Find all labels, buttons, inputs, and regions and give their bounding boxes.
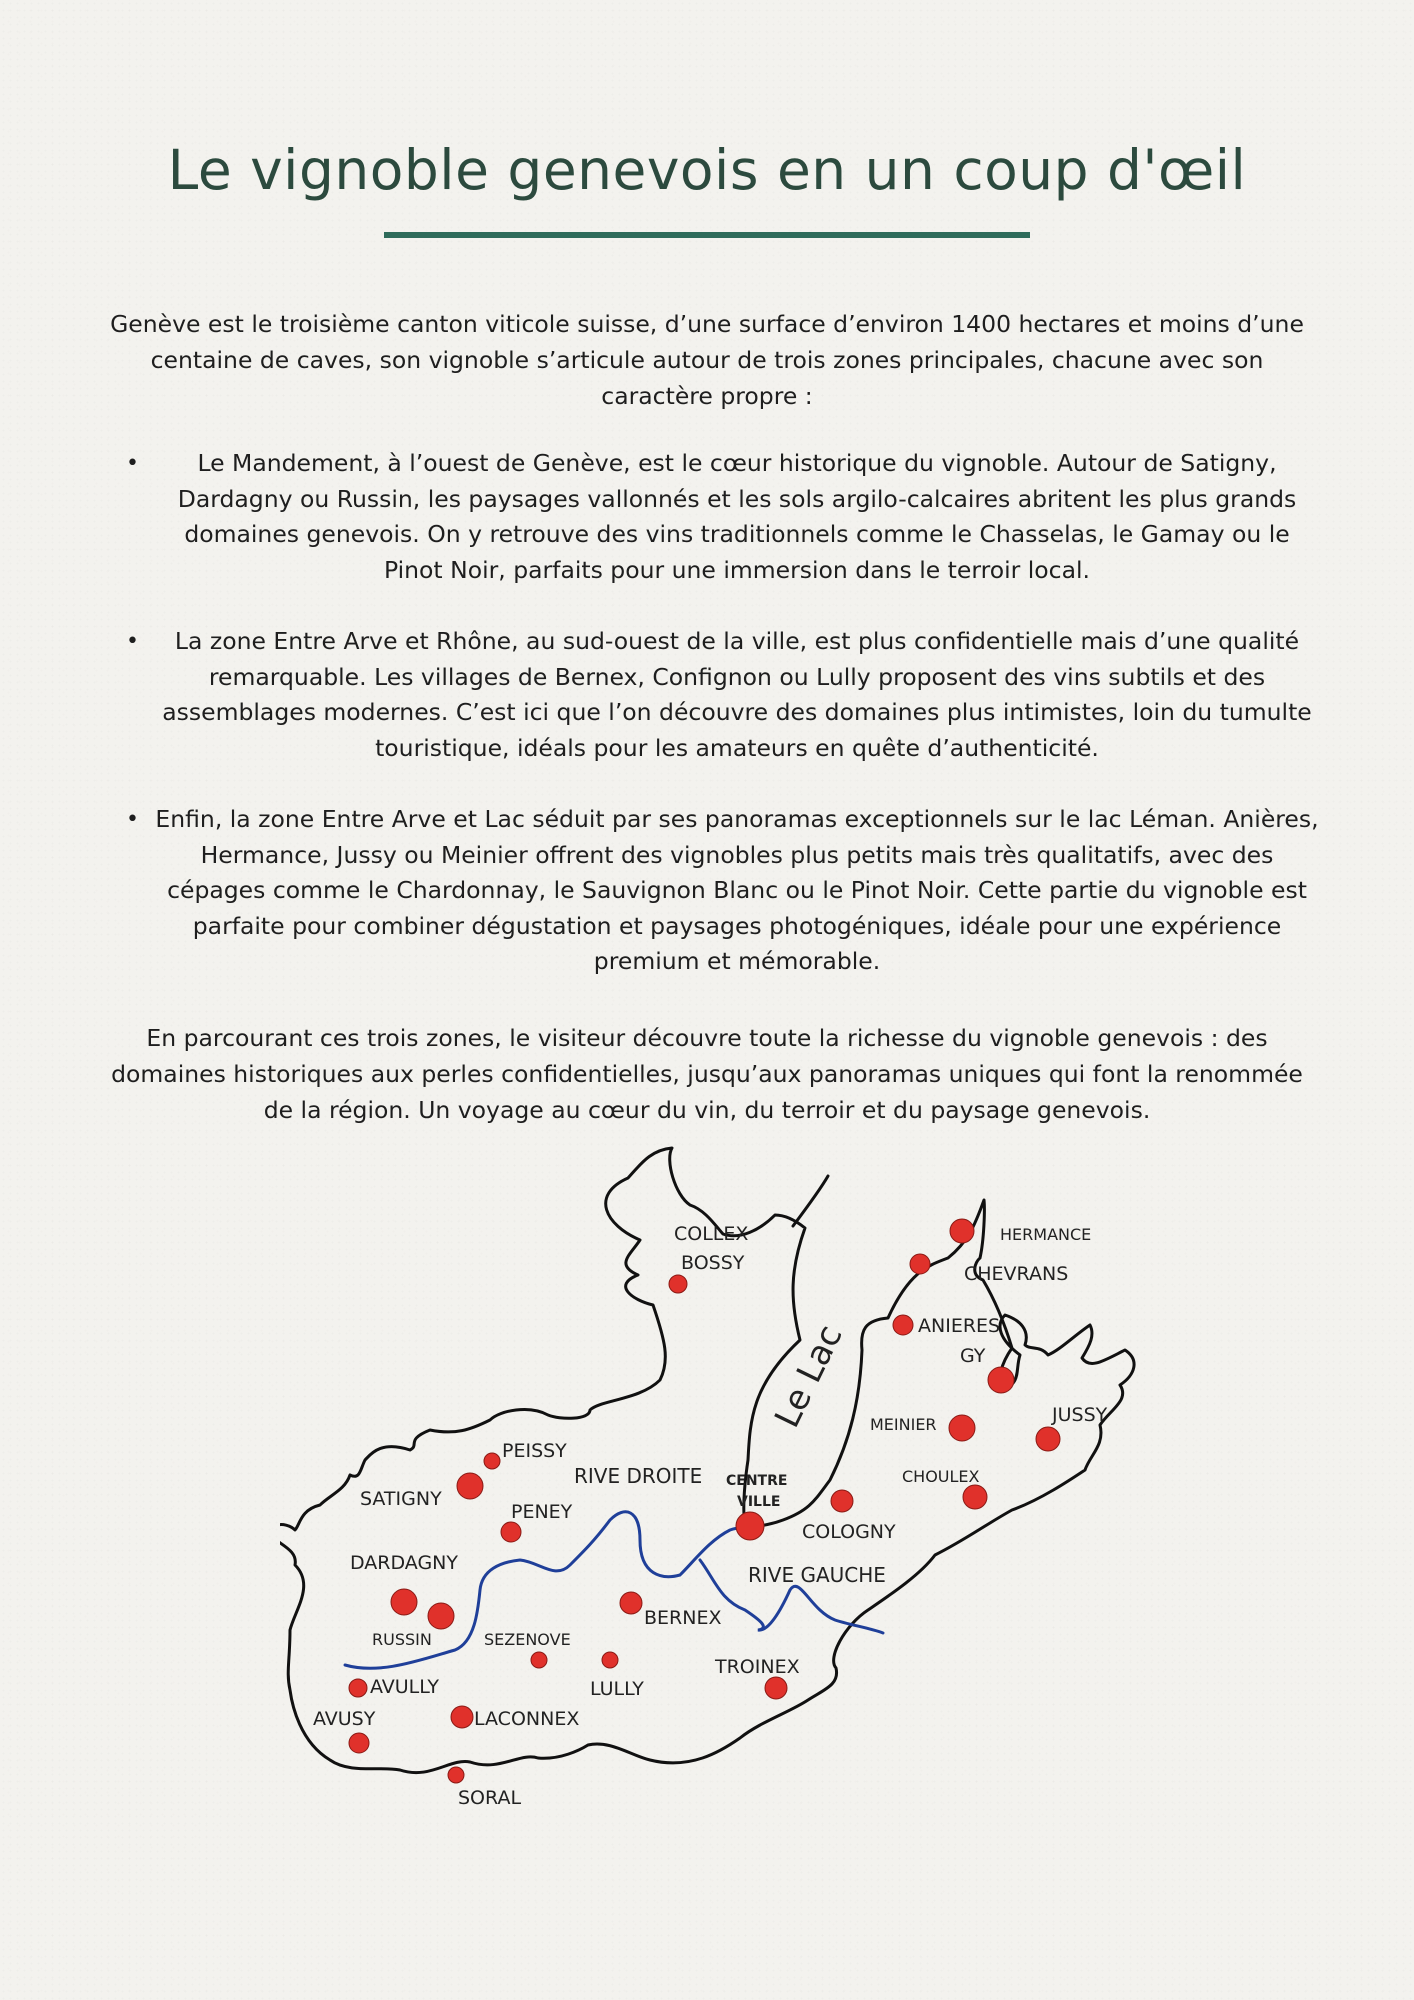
label-avully: AVULLY bbox=[370, 1676, 439, 1698]
marker-anieres bbox=[893, 1315, 913, 1335]
marker-choulex bbox=[963, 1485, 987, 1509]
marker-bernex bbox=[620, 1592, 642, 1614]
bullet-icon: • bbox=[126, 629, 139, 654]
bullet-icon: • bbox=[126, 807, 139, 832]
list-item bbox=[120, 802, 1320, 980]
zone-label-centre: CENTRE bbox=[726, 1473, 788, 1489]
label-avusy: AVUSY bbox=[313, 1708, 376, 1730]
list-item bbox=[120, 446, 1320, 588]
marker-satigny bbox=[457, 1473, 483, 1499]
zone-mandement-text: Le Mandement, à l’ouest de Genève, est le cœur historique du vignoble. Autour de Satigny, Dardagny ou Russin, les paysages vallonnés et les sols argilo-calcaires abritent les plus grands domaines genevois. On y retrouve des vins traditionnels comme le Chasselas, le Gamay ou le Pinot Noir, parfaits pour une immersion dans le terroir local. bbox=[177, 449, 1297, 584]
marker-cologny bbox=[831, 1490, 853, 1512]
page-title: Le vignoble genevois en un coup d'œil bbox=[167, 138, 1247, 202]
label-satigny: SATIGNY bbox=[360, 1488, 442, 1510]
marker-troinex bbox=[765, 1677, 787, 1699]
label-collex: COLLEX bbox=[674, 1223, 749, 1245]
marker-sezenove bbox=[531, 1652, 547, 1668]
title-underline bbox=[384, 232, 1030, 238]
marker-lully bbox=[602, 1652, 618, 1668]
zone-label-rive-droite: RIVE DROITE bbox=[574, 1464, 703, 1488]
label-russin: RUSSIN bbox=[372, 1630, 432, 1649]
marker-chevrans bbox=[910, 1254, 930, 1274]
geneva-vineyard-map bbox=[280, 1140, 1150, 1820]
marker-peney bbox=[501, 1522, 521, 1542]
zone-label-ville: VILLE bbox=[737, 1494, 781, 1510]
marker-gy bbox=[988, 1367, 1014, 1393]
lake-channel bbox=[793, 1176, 828, 1226]
label-soral: SORAL bbox=[458, 1787, 522, 1809]
label-cologny: COLOGNY bbox=[802, 1521, 896, 1543]
label-sezenove: SEZENOVE bbox=[484, 1630, 571, 1649]
label-peissy: PEISSY bbox=[502, 1440, 567, 1462]
conclusion-paragraph: En parcourant ces trois zones, le visiteur découvre toute la richesse du vignoble genevois : des domaines historiques aux perles confidentielles, jusqu’aux panoramas uniques qui font la renommée de la région. Un voyage au cœur du vin, du terroir et du paysage genevois. bbox=[111, 1024, 1303, 1124]
zone-arve-rhone-text: La zone Entre Arve et Rhône, au sud-ouest de la ville, est plus confidentielle mais d’une qualité remarquable. Les villages de Bernex, Confignon ou Lully proposent des vins subtils et des assemblages modernes. C’est ici que l’on découvre des domaines plus intimistes, loin du tumulte touristique, idéals pour les amateurs en quête d’authenticité. bbox=[162, 627, 1312, 762]
label-bossy: BOSSY bbox=[681, 1252, 745, 1274]
lake-label: Le Lac bbox=[767, 1318, 851, 1434]
zone-label-rive-gauche: RIVE GAUCHE bbox=[748, 1563, 886, 1587]
label-peney: PENEY bbox=[511, 1501, 573, 1523]
label-troinex: TROINEX bbox=[715, 1656, 800, 1678]
label-anieres: ANIERES bbox=[918, 1315, 1001, 1337]
list-item bbox=[120, 624, 1320, 766]
label-laconnex: LACONNEX bbox=[474, 1708, 580, 1730]
marker-collex-bossy bbox=[669, 1275, 687, 1293]
marker-soral bbox=[448, 1767, 464, 1783]
bullet-icon: • bbox=[126, 451, 139, 476]
zone-arve-lac-text: Enfin, la zone Entre Arve et Lac séduit par ses panoramas exceptionnels sur le lac Léman. Anières, Hermance, Jussy ou Meinier offrent des vignobles plus petits mais très qualitatifs, avec des cépages comme le Chardonnay, le Sauvignon Blanc ou le Pinot Noir. Cette partie du vignoble est parfaite pour combiner dégustation et paysages photogéniques, idéale pour une expérience premium et mémorable. bbox=[155, 805, 1319, 975]
vineyard-markers bbox=[349, 1219, 1060, 1783]
intro-paragraph: Genève est le troisième canton viticole suisse, d’une surface d’environ 1400 hectares et moins d’une centaine de caves, son vignoble s’articule autour de trois zones principales, chacune avec son caractère propre : bbox=[110, 310, 1304, 410]
marker-laconnex bbox=[451, 1706, 473, 1728]
marker-peissy bbox=[484, 1453, 500, 1469]
label-meinier: MEINIER bbox=[870, 1415, 937, 1434]
marker-avully bbox=[349, 1679, 367, 1697]
marker-meinier bbox=[949, 1415, 975, 1441]
zones-list bbox=[120, 446, 1320, 1016]
label-jussy: JUSSY bbox=[1052, 1404, 1108, 1426]
label-chevrans: CHEVRANS bbox=[964, 1263, 1069, 1285]
label-lully: LULLY bbox=[590, 1678, 644, 1700]
label-gy: GY bbox=[960, 1345, 986, 1367]
marker-dardagny bbox=[391, 1589, 417, 1615]
marker-jussy bbox=[1036, 1427, 1060, 1451]
label-choulex: CHOULEX bbox=[902, 1467, 980, 1486]
marker-avusy bbox=[349, 1733, 369, 1753]
label-bernex: BERNEX bbox=[644, 1607, 722, 1629]
label-dardagny: DARDAGNY bbox=[350, 1552, 458, 1574]
marker-russin bbox=[428, 1603, 454, 1629]
marker-hermance bbox=[950, 1219, 974, 1243]
marker-centre-ville bbox=[736, 1512, 764, 1540]
label-hermance: HERMANCE bbox=[1000, 1225, 1092, 1244]
